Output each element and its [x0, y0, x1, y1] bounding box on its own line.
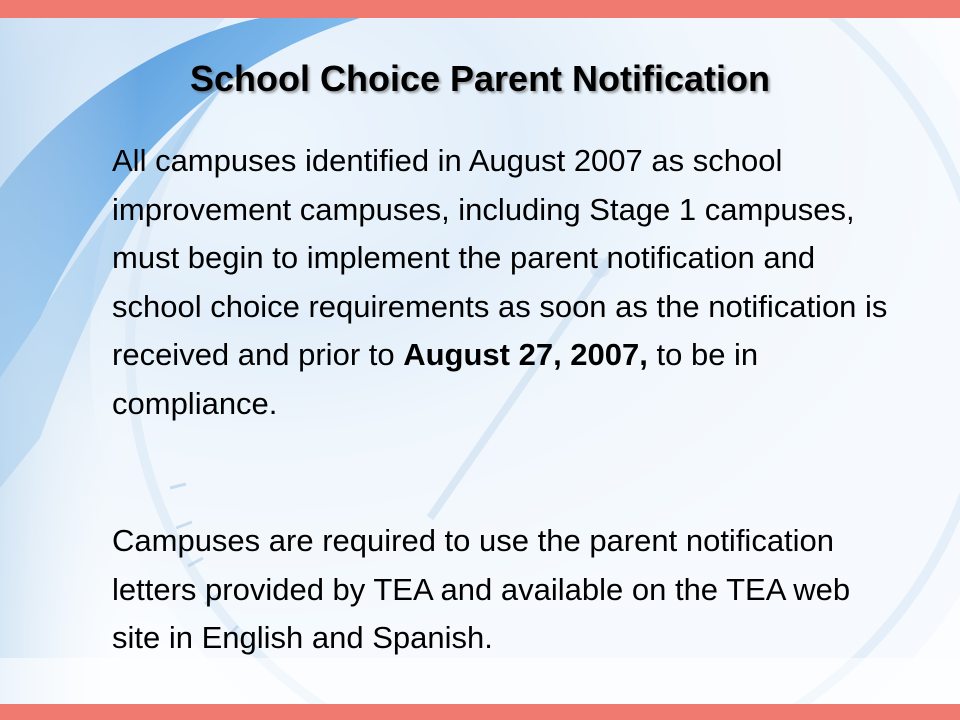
bottom-accent-bar: [0, 704, 960, 720]
slide: [0, 18, 960, 704]
paragraph-compliance: [112, 137, 892, 428]
slide-title: School Choice Parent Notification: [189, 58, 771, 99]
paragraph-compliance-date: August 27, 2007,: [403, 337, 648, 372]
paragraph-compliance-end: to be in compliance.: [112, 337, 759, 421]
top-accent-bar: [0, 0, 960, 18]
paragraph-compliance-text: All campuses identified in August 2007 as school improvement campuses, including Stage 1 campuses, must begin to implement the parent notification and school choice requirements as soon as the notification is received and prior to: [112, 143, 888, 372]
paragraph-letters: Campuses are required to use the parent notification letters provided by TEA and available on the TEA web site in English and Spanish.: [112, 523, 851, 655]
